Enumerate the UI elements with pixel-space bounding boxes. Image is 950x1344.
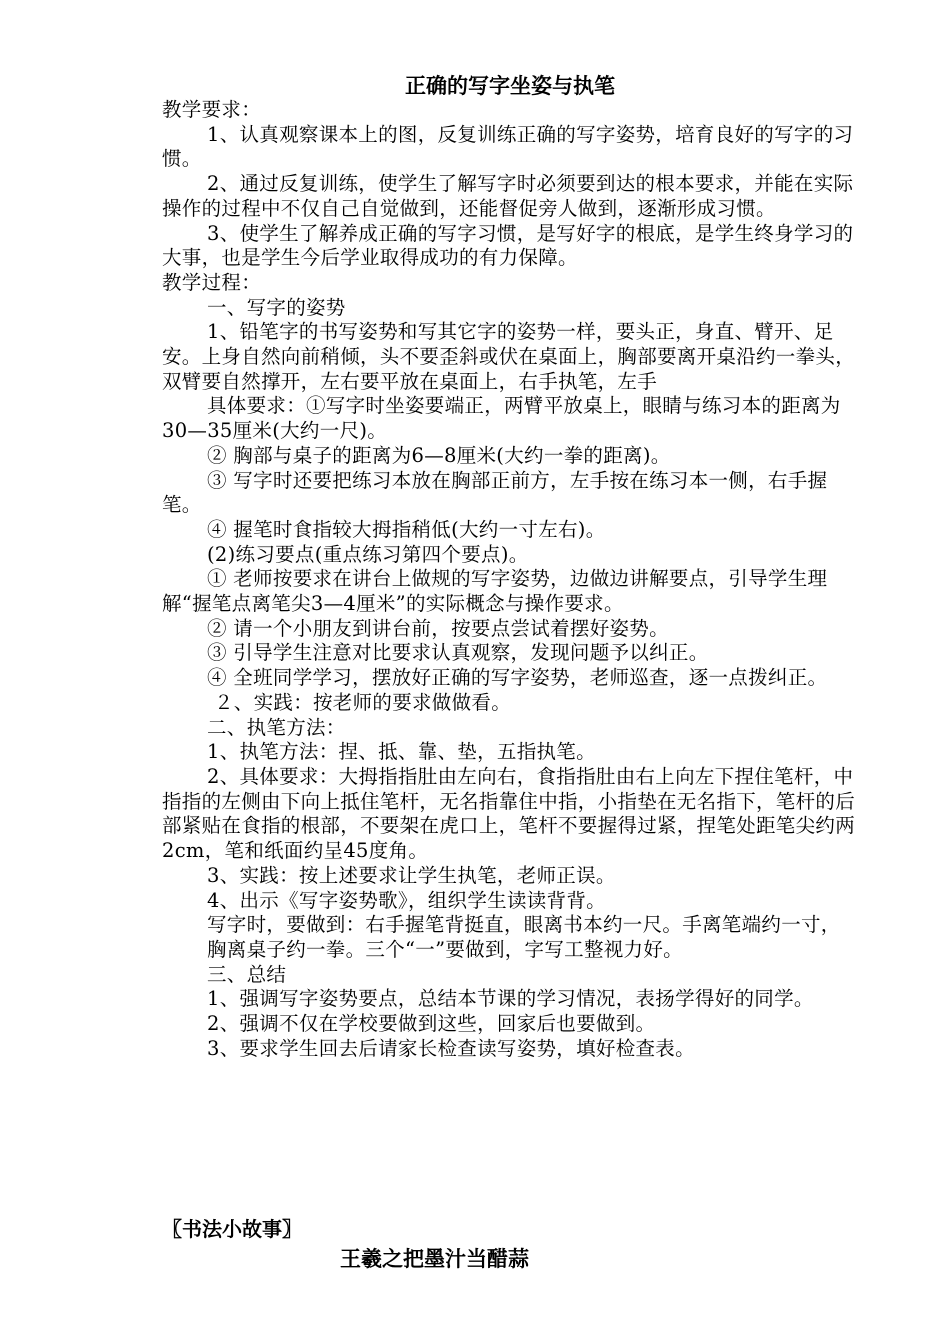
paragraph: 1、铅笔字的书写姿势和写其它字的姿势一样，要头正，身直、臂开、足安。上身自然向前稍倾，头不要歪斜或伏在桌面上，胸部要离开桌沿约一拳头，双臂要自然撑开，左右要平放在桌面上，右手执笔，左手 xyxy=(162,320,856,393)
paragraph: ２、实践：按老师的要求做做看。 xyxy=(214,690,512,714)
paragraph: ③ 写字时还要把练习本放在胸部正前方，左手按在练习本一侧，右手握笔。 xyxy=(162,468,828,517)
paragraph: 写字时，要做到：右手握笔背挺直，眼离书本约一尺。手离笔端约一寸， xyxy=(207,913,841,937)
paragraph: 三、总结 xyxy=(207,962,287,986)
paragraph: 2、具体要求：大拇指指肚由左向右，食指指肚由右上向左下捏住笔杆，中指指的左侧由下向上抵住笔杆，无名指靠住中指，小指垫在无名指下，笔杆的后部紧贴在食指的根部，不要架在虎口上，笔杆不要握得过紧，捏笔处距笔尖约两2cm，笔和纸面约呈45度角。 xyxy=(162,764,856,863)
paragraph: ④ 全班同学学习，摆放好正确的写字姿势，老师巡查，逐一点拨纠正。 xyxy=(207,666,828,690)
paragraph: 具体要求：①写字时坐姿要端正，两臂平放桌上，眼睛与练习本的距离为30—35厘米(大约一尺)。 xyxy=(162,394,841,443)
paragraph: 3、实践：按上述要求让学生执笔，老师正误。 xyxy=(207,863,616,887)
paragraph: ① 老师按要求在讲台上做规的写字姿势，边做边讲解要点，引导学生理解“握笔点离笔尖3—4厘米”的实际概念与操作要求。 xyxy=(162,567,828,616)
paragraph: 1、强调写字姿势要点，总结本节课的学习情况，表扬学得好的同学。 xyxy=(207,987,814,1011)
paragraph: 2、强调不仅在学校要做到这些，回家后也要做到。 xyxy=(207,1012,656,1036)
paragraph: ② 请一个小朋友到讲台前，按要点尝试着摆好姿势。 xyxy=(207,616,669,640)
paragraph: 4、出示《写字姿势歌》，组织学生读读背背。 xyxy=(207,888,606,912)
paragraph: 教学过程： xyxy=(162,270,262,294)
paragraph: 教学要求： xyxy=(162,98,262,121)
paragraph: ③ 引导学生注意对比要求认真观察，发现问题予以纠正。 xyxy=(207,641,709,665)
story-section-heading: 〖书法小故事〗 xyxy=(162,1217,302,1241)
paragraph: 二、执笔方法： xyxy=(207,715,346,739)
paragraph: 1、认真观察课本上的图，反复训练正确的写字姿势，培育良好的写字的习惯。 xyxy=(162,122,854,171)
paragraph: (2)练习要点(重点练习第四个要点)。 xyxy=(207,542,529,566)
paragraph: 1、执笔方法：捏、抵、靠、垫，五指执笔。 xyxy=(207,740,596,764)
paragraph: 3、使学生了解养成正确的写字习惯，是写好字的根底，是学生终身学习的大事，也是学生今后学业取得成功的有力保障。 xyxy=(162,221,854,270)
paragraph: 一、写字的姿势 xyxy=(207,295,346,319)
paragraph: 3、要求学生回去后请家长检查读写姿势，填好检查表。 xyxy=(207,1036,695,1060)
story-title: 王羲之把墨汁当醋蒜 xyxy=(340,1247,529,1271)
paragraph: ④ 握笔时食指较大拇指稍低(大约一寸左右)。 xyxy=(207,517,606,541)
paragraph: ② 胸部与桌子的距离为6—8厘米(大约一拳的距离)。 xyxy=(207,443,671,467)
document-body xyxy=(162,98,862,1061)
paragraph: 胸离桌子约一拳。三个“一”要做到，字写工整视力好。 xyxy=(207,937,683,961)
paragraph: 2、通过反复训练，使学生了解写字时必须要到达的根本要求，并能在实际操作的过程中不仅自己自觉做到，还能督促旁人做到，逐渐形成习惯。 xyxy=(162,172,854,220)
document-title: 正确的写字坐姿与执笔 xyxy=(405,74,615,98)
